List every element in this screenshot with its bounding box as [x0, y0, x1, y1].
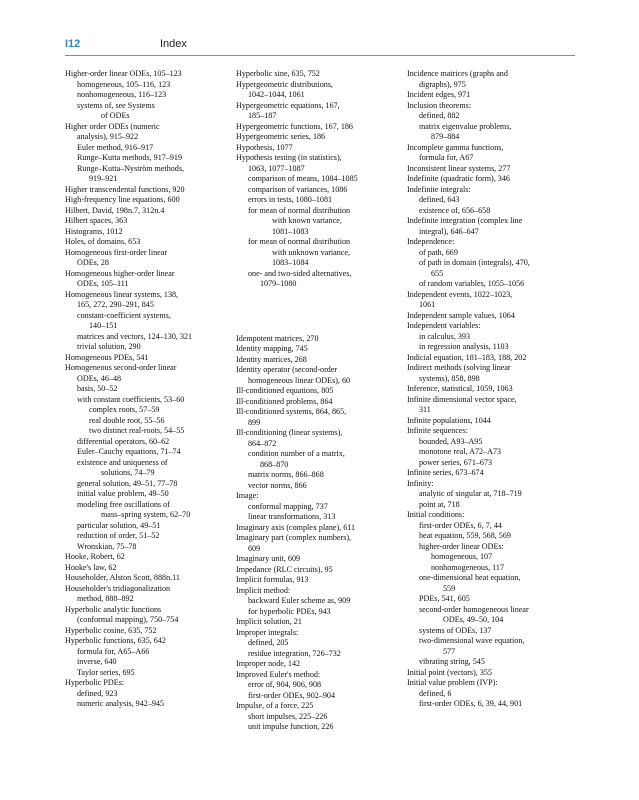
index-entry: real double root, 55–56 [89, 415, 165, 425]
index-entry: Hypergeometric functions, 167, 186 [236, 121, 353, 131]
index-entry: ODEs, 49–50, 104 [443, 615, 504, 624]
index-entry: Hooke, Robert, 62 [65, 552, 125, 561]
index-entry: basis, 50–52 [77, 384, 118, 393]
index-entry: Hooke's law, 62 [65, 562, 117, 572]
index-entry: Homogeneous first-order linear [65, 247, 168, 257]
index-entry: Image: [236, 491, 259, 500]
index-entry: Homogeneous second-order linear [65, 363, 177, 372]
index-entry: conformal mapping, 737 [248, 501, 328, 511]
index-entry: Infinite dimensional vector space, [407, 394, 517, 404]
spacer [236, 323, 396, 334]
spacer [236, 312, 396, 323]
index-entry: 868–870 [260, 459, 289, 469]
spacer [236, 290, 396, 301]
page-header [0, 0, 639, 60]
index-entry: linear transformations, 313 [248, 512, 336, 521]
index-entry: 559 [443, 583, 456, 593]
index-entry: Imaginary unit, 609 [236, 554, 301, 563]
index-entry: Homogeneous PDEs, 541 [65, 352, 149, 362]
index-entry: homogeneous linear ODEs), 60 [248, 375, 351, 385]
index-entry: defined, 882 [419, 111, 460, 120]
index-entry: Histograms, 1012 [65, 226, 123, 236]
index-entry: Hypothesis, 1077 [236, 142, 293, 152]
index-entry: Inclusion theorems: [407, 100, 472, 110]
index-entry: vibrating string, 545 [419, 657, 485, 666]
index-entry: inverse, 640 [77, 657, 117, 666]
index-entry: 165, 272, 290–291, 845 [77, 300, 154, 309]
index-entry: Incomplete gamma functions, [407, 142, 504, 152]
index-entry: 879–884 [431, 132, 460, 141]
index-entry: Homogeneous higher-order linear [65, 268, 175, 278]
index-entry: 919–921 [89, 174, 118, 183]
index-entry: Hypergeometric distributions, [236, 79, 333, 89]
index-entry: errors in tests, 1080–1081 [248, 195, 333, 204]
index-entry: error of, 904, 906, 908 [248, 680, 322, 689]
spacer [236, 301, 396, 312]
index-entry: 899 [248, 417, 261, 427]
index-entry: Higher transcendental functions, 920 [65, 184, 185, 194]
index-entry: Incidence matrices (graphs and [407, 69, 508, 78]
index-entry: differential operators, 60–62 [77, 436, 170, 446]
index-entry: particular solution, 49–51 [77, 520, 161, 530]
index-entry: Infinite populations, 1044 [407, 415, 491, 425]
index-entry: Runge–Kutta methods, 917–919 [77, 153, 182, 162]
index-entry: Indicial equation, 181–183, 188, 202 [407, 352, 527, 362]
index-entry: mass–spring system, 62–70 [101, 510, 191, 519]
index-entry: one-dimensional heat equation, [419, 573, 521, 582]
index-entry: 1083–1084 [272, 258, 309, 267]
index-entry: systems of ODEs, 137 [419, 625, 492, 635]
index-entry: Hypothesis testing (in statistics), [236, 153, 342, 162]
index-entry: Initial value problem (IVP): [407, 678, 498, 687]
index-entry: general solution, 49–51, 77–78 [77, 478, 178, 488]
index-entry: defined, 923 [77, 688, 118, 698]
index-column-1 [65, 69, 225, 710]
index-entry: Taylor series, 695 [77, 667, 135, 677]
index-entry: Ill-conditioned systems, 864, 865, [236, 407, 347, 416]
index-entry: defined, 205 [248, 638, 289, 647]
index-entry: Hyperbolic functions, 635, 642 [65, 636, 166, 645]
index-entry: Hyperbolic sine, 635, 752 [236, 69, 320, 78]
index-entry: condition number of a matrix, [248, 449, 345, 458]
index-entry: Higher order ODEs (numeric [65, 121, 160, 131]
index-entry: defined, 6 [419, 688, 452, 698]
index-entry: monotone real, A72–A73 [419, 447, 502, 456]
index-entry: Impulse, of a force, 225 [236, 701, 314, 710]
index-entry: comparison of means, 1084–1085 [248, 174, 358, 183]
index-entry: Improved Euler's method: [236, 669, 321, 679]
index-entry: vector norms, 866 [248, 480, 307, 490]
index-entry: with unknown variance, [272, 247, 350, 257]
index-entry: Indefinite integrals: [407, 184, 471, 194]
index-entry: short impulses, 225–226 [248, 711, 328, 721]
index-entry: Identity matrices, 268 [236, 354, 307, 364]
index-entry: solutions, 74–79 [101, 468, 155, 477]
index-entry: comparison of variances, 1086 [248, 184, 348, 194]
index-entry: Indefinite (quadratic form), 346 [407, 174, 510, 183]
page-number: I12 [65, 38, 81, 50]
index-entry: Independent events, 1022–1023, [407, 289, 513, 299]
index-entry: constant-coefficient systems, [77, 310, 171, 320]
header-rule [65, 55, 575, 56]
index-entry: Euler method, 916–917 [77, 142, 154, 152]
index-entry: first-order ODEs, 6, 39, 44, 901 [419, 699, 523, 708]
index-entry: Higher-order linear ODEs, 105–123 [65, 69, 182, 78]
index-entry: residue integration, 726–732 [248, 648, 341, 658]
index-entry: Idempotent matrices, 270 [236, 333, 319, 343]
index-entry: higher-order linear ODEs: [419, 541, 504, 551]
index-entry: homogeneous, 107 [431, 552, 493, 561]
index-entry: bounded, A93–A95 [419, 436, 483, 446]
index-entry: for mean of normal distribution [248, 205, 351, 215]
index-entry: analysis), 915–922 [77, 132, 139, 141]
index-entry: Householder's tridiagonalization [65, 583, 171, 593]
index-entry: Euler–Cauchy equations, 71–74 [77, 447, 181, 456]
index-entry: formula for, A65–A66 [77, 646, 150, 656]
index-entry: Runge–Kutta–Nyström methods, [77, 163, 185, 173]
index-entry: ODEs, 105–111 [77, 279, 129, 288]
index-entry: of ODEs [101, 111, 130, 120]
index-entry: Ill-conditioned problems, 864 [236, 396, 333, 406]
index-entry: Improper node, 142 [236, 659, 301, 668]
index-entry: Hypergeometric equations, 167, [236, 100, 340, 110]
index-entry: 1081–1083 [272, 226, 309, 236]
index-entry: of path in domain (integrals), 470, [419, 258, 530, 267]
index-entry: Imaginary part (complex numbers), [236, 533, 352, 542]
index-entry: existence of, 656–658 [419, 205, 491, 215]
index-entry: modeling free oscillations of [77, 499, 170, 509]
index-entry: Hypergeometric series, 186 [236, 132, 326, 141]
index-entry: unit impulse function, 226 [248, 722, 334, 731]
index-entry: Hyperbolic analytic functions [65, 604, 162, 614]
index-entry: nonhomogeneous, 117 [431, 562, 504, 572]
index-entry: Infinite series, 673–674 [407, 468, 484, 477]
index-entry: analytic of singular at, 718–719 [419, 489, 522, 498]
index-entry: 185–187 [248, 111, 277, 120]
index-entry: Incident edges, 971 [407, 90, 471, 99]
index-entry: Implicit method: [236, 585, 291, 595]
running-title: Index [160, 38, 187, 50]
index-entry: Homogeneous linear systems, 138, [65, 289, 179, 299]
index-entry: High-frequency line equations, 600 [65, 195, 180, 204]
index-entry: Imaginary axis (complex plane), 611 [236, 522, 356, 532]
index-entry: matrices and vectors, 124–130, 321 [77, 331, 193, 341]
index-entry: defined, 643 [419, 195, 460, 204]
index-entry: Improper integrals: [236, 627, 299, 637]
index-entry: Hyperbolic PDEs: [65, 678, 125, 687]
index-entry: complex roots, 57–59 [89, 405, 160, 414]
index-entry: Infinity: [407, 478, 434, 488]
index-column-2 [236, 69, 396, 733]
index-entry: matrix eigenvalue problems, [419, 121, 512, 131]
index-entry: 864–872 [248, 438, 277, 448]
index-entry: Ill-conditioned equations, 805 [236, 386, 334, 395]
index-entry: Infinite sequences: [407, 426, 468, 435]
index-entry: Independent sample values, 1064 [407, 310, 515, 320]
index-entry: 609 [248, 543, 261, 553]
index-entry: 1063, 1077–1087 [248, 163, 305, 173]
index-entry: backward Euler scheme as, 909 [248, 596, 351, 605]
index-entry: for mean of normal distribution [248, 237, 351, 246]
index-entry: (conformal mapping), 750–754 [77, 615, 179, 624]
index-entry: two-dimensional wave equation, [419, 636, 525, 645]
index-entry: 140–151 [89, 321, 118, 330]
index-entry: reduction of order, 51–52 [77, 531, 160, 540]
index-entry: existence and uniqueness of [77, 457, 168, 467]
index-entry: Wronskian, 75–78 [77, 541, 137, 551]
index-entry: Independence: [407, 237, 455, 246]
index-entry: Identity mapping, 745 [236, 344, 308, 353]
index-column-3 [407, 69, 567, 710]
index-entry: 1042–1044, 1061 [248, 90, 305, 99]
index-entry: first-order ODEs, 902–904 [248, 690, 335, 700]
index-entry: two distinct real-roots, 54–55 [89, 426, 185, 435]
index-entry: 311 [419, 405, 431, 414]
index-entry: first-order ODEs, 6, 7, 44 [419, 520, 502, 530]
index-entry: method, 888–892 [77, 594, 134, 603]
index-entry: in regression analysis, 1103 [419, 342, 509, 351]
index-entry: Initial conditions: [407, 510, 465, 519]
index-entry: Holes, of domains, 653 [65, 237, 141, 246]
index-entry: of random variables, 1055–1056 [419, 279, 525, 288]
index-entry: with known variance, [272, 216, 342, 225]
index-entry: nonhomogeneous, 116–123 [77, 90, 167, 99]
index-entry: with constant coefficients, 53–60 [77, 394, 185, 404]
index-entry: Inconsistent linear systems, 277 [407, 163, 511, 173]
index-entry: one- and two-sided alternatives, [248, 268, 352, 278]
index-entry: 655 [431, 268, 444, 278]
index-entry: initial value problem, 49–50 [77, 489, 169, 498]
index-entry: power series, 671–673 [419, 457, 493, 467]
index-entry: Impedance (RLC circuits), 95 [236, 564, 333, 574]
index-entry: in calculus, 393 [419, 331, 471, 341]
index-entry: integral), 646–647 [419, 226, 479, 236]
index-entry: 1079–1080 [260, 279, 297, 288]
index-entry: Hilbert, David, 198n.7, 312n.4 [65, 205, 165, 215]
index-entry: Hilbert spaces, 363 [65, 216, 128, 225]
index-entry: trivial solution, 290 [77, 342, 141, 351]
index-entry: point at, 718 [419, 499, 460, 509]
index-entry: Implicit solution, 21 [236, 617, 302, 626]
index-entry: of path, 669 [419, 247, 458, 257]
index-entry: digraphs), 975 [419, 79, 466, 89]
index-entry: numeric analysis, 942–945 [77, 699, 164, 708]
index-entry: homogeneous, 105–116, 123 [77, 79, 171, 89]
index-entry: ODEs, 28 [77, 258, 109, 267]
index-entry: Inference, statistical, 1059, 1063 [407, 384, 513, 393]
index-entry: Implicit formulas, 913 [236, 575, 309, 584]
index-entry: Ill-conditioning (linear systems), [236, 428, 343, 437]
index-entry: systems), 858, 898 [419, 373, 480, 383]
index-entry: matrix norms, 866–868 [248, 470, 324, 479]
index-entry: second-order homogeneous linear [419, 604, 529, 614]
index-entry: Hyperbolic cosine, 635, 752 [65, 625, 157, 635]
index-entry: Independent variables: [407, 321, 481, 330]
index-entry: Identity operator (second-order [236, 365, 338, 374]
index-entry: PDEs, 541, 605 [419, 594, 470, 603]
index-entry: Indefinite integration (complex line [407, 216, 523, 225]
index-entry: for hyperbolic PDEs, 943 [248, 606, 331, 616]
index-entry: Indirect methods (solving linear [407, 363, 511, 372]
index-entry: Householder, Alston Scott, 888n.11 [65, 573, 180, 582]
index-entry: systems of, see Systems [77, 100, 155, 110]
index-entry: heat equation, 559, 568, 569 [419, 531, 511, 540]
index-entry: formula for, A67 [419, 153, 474, 162]
index-entry: 577 [443, 646, 456, 656]
index-entry: ODEs, 46–48 [77, 373, 122, 383]
index-entry: Initial point (vectors), 355 [407, 667, 492, 677]
index-entry: 1061 [419, 300, 436, 309]
